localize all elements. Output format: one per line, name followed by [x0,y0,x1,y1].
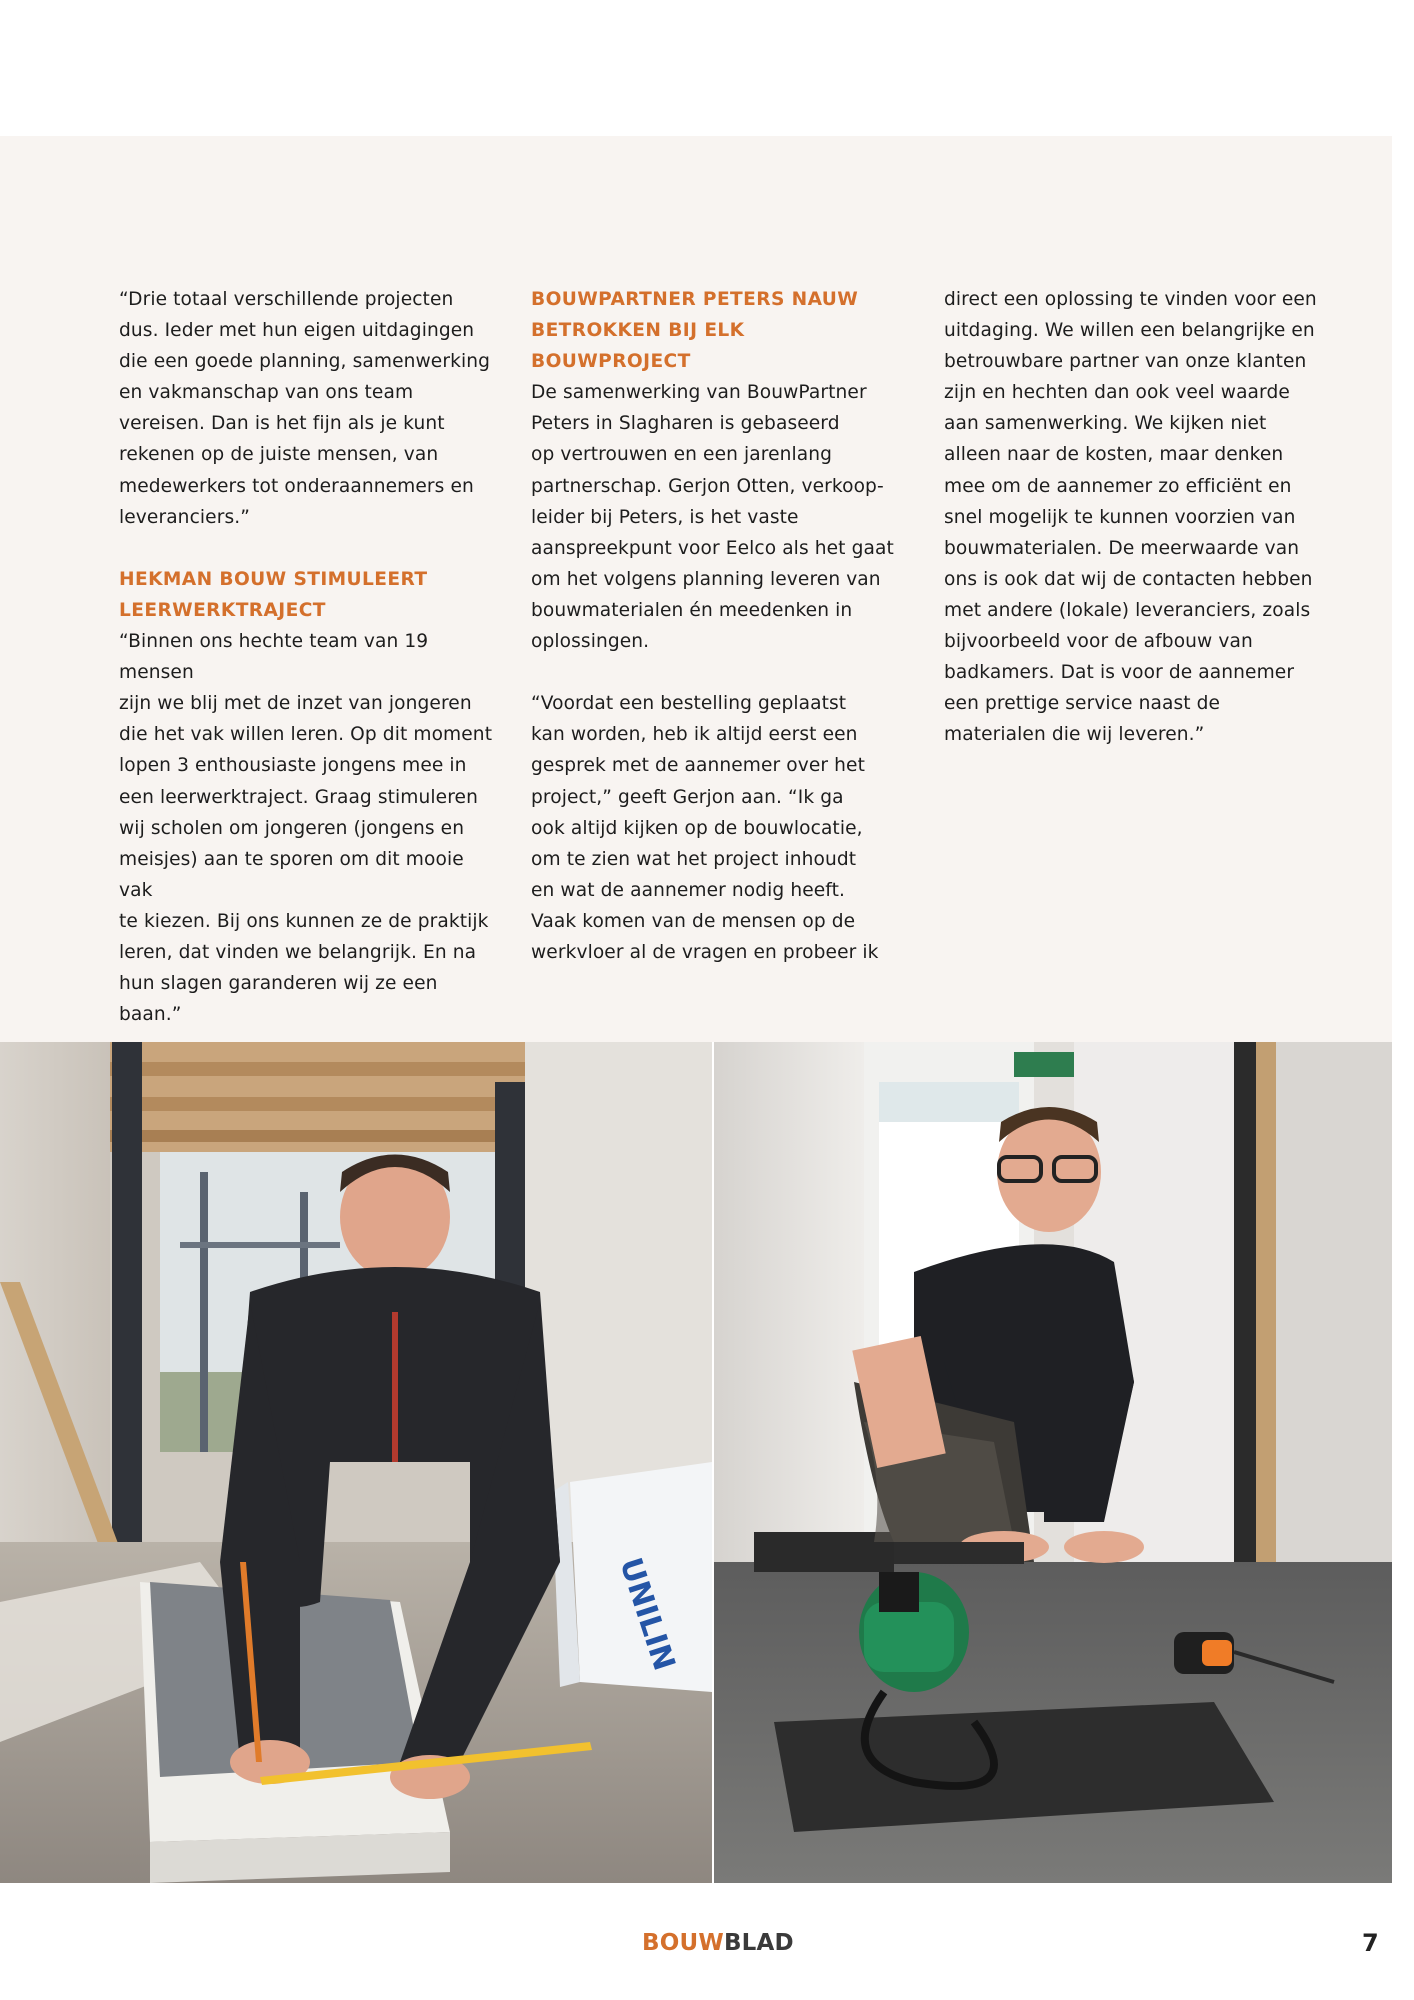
logo-part-bouw: BOUW [642,1930,724,1956]
column1-paragraph-1: “Drie totaal verschillende projecten dus. Ieder met hun eigen uitdagingen die een goede planning, samenwerking en vakmanschap van ons team vereisen. Dan is het fijn als je kunt rekenen op de juiste mensen, van medewerkers tot onderaannemers en leveranciers.” [119,289,490,528]
photo-right-illustration [714,1042,1392,1883]
text-column-3 [944,284,1324,750]
logo-part-blad: BLAD [723,1930,794,1956]
column1-subheading: HEKMAN BOUW STIMULEERT LEERWERKTRAJECT [119,568,428,621]
text-column-1 [119,284,499,1030]
column3-paragraph-1: direct een oplossing te vinden voor een uitdaging. We willen een belangrijke en betrouwbare partner van onze klanten zijn en hechten dan ook veel waarde aan samenwerking. We kijken niet alleen naar de kosten, maar denken mee om de aannemer zo efficiënt en snel mogelijk te kunnen voorzien van bouwmaterialen. De meerwaarde van ons is ook dat wij de contacten hebben met andere (lokale) leveranciers, zoals bijvoorbeeld voor de afbouw van badkamers. Dat is voor de aannemer een prettige service naast de materialen die wij leveren.” [944,289,1317,746]
svg-text:UNILIN: UNILIN [612,1553,682,1675]
column2-subheading: BOUWPARTNER PETERS NAUW BETROKKEN BIJ ELK BOUWPROJECT [531,289,859,373]
text-column-2 [531,284,911,968]
photo-worker-laying-floor [714,1042,1392,1883]
page-number: 7 [1362,1929,1379,1957]
photo-left-illustration [0,1042,712,1883]
column2-paragraph-2: “Voordat een bestelling geplaatst kan worden, heb ik altijd eerst een gesprek met de aannemer over het project,” geeft Gerjon aan. “Ik ga ook altijd kijken op de bouwlocatie, om te zien wat het project inhoudt en wat de aannemer nodig heeft. Vaak komen van de mensen op de werkvloer al de vragen en probeer ik [531,693,879,963]
column2-paragraph-1: De samenwerking van BouwPartner Peters in Slagharen is gebaseerd op vertrouwen en een jarenlang partnerschap. Gerjon Otten, verkoop- leider bij Peters, is het vaste aanspreekpunt voor Eelco als het gaat om het volgens planning leveren van bouwmaterialen én meedenken in oplossingen. [531,382,894,653]
column1-paragraph-2: “Binnen ons hechte team van 19 mensen zijn we blij met de inzet van jongeren die het vak willen leren. Op dit moment lopen 3 enthousiaste jongens mee in een leerwerktraject. Graag stimuleren wij scholen om jongeren (jongens en meisjes) aan te sporen om dit mooie vak te kiezen. Bij ons kunnen ze de praktijk leren, dat vinden we belangrijk. En na hun slagen garanderen wij ze een baan.” [119,631,493,1026]
article-text-panel [0,136,1392,1042]
photo-worker-measuring-insulation [0,1042,712,1883]
bouwblad-logo [642,1930,794,1956]
